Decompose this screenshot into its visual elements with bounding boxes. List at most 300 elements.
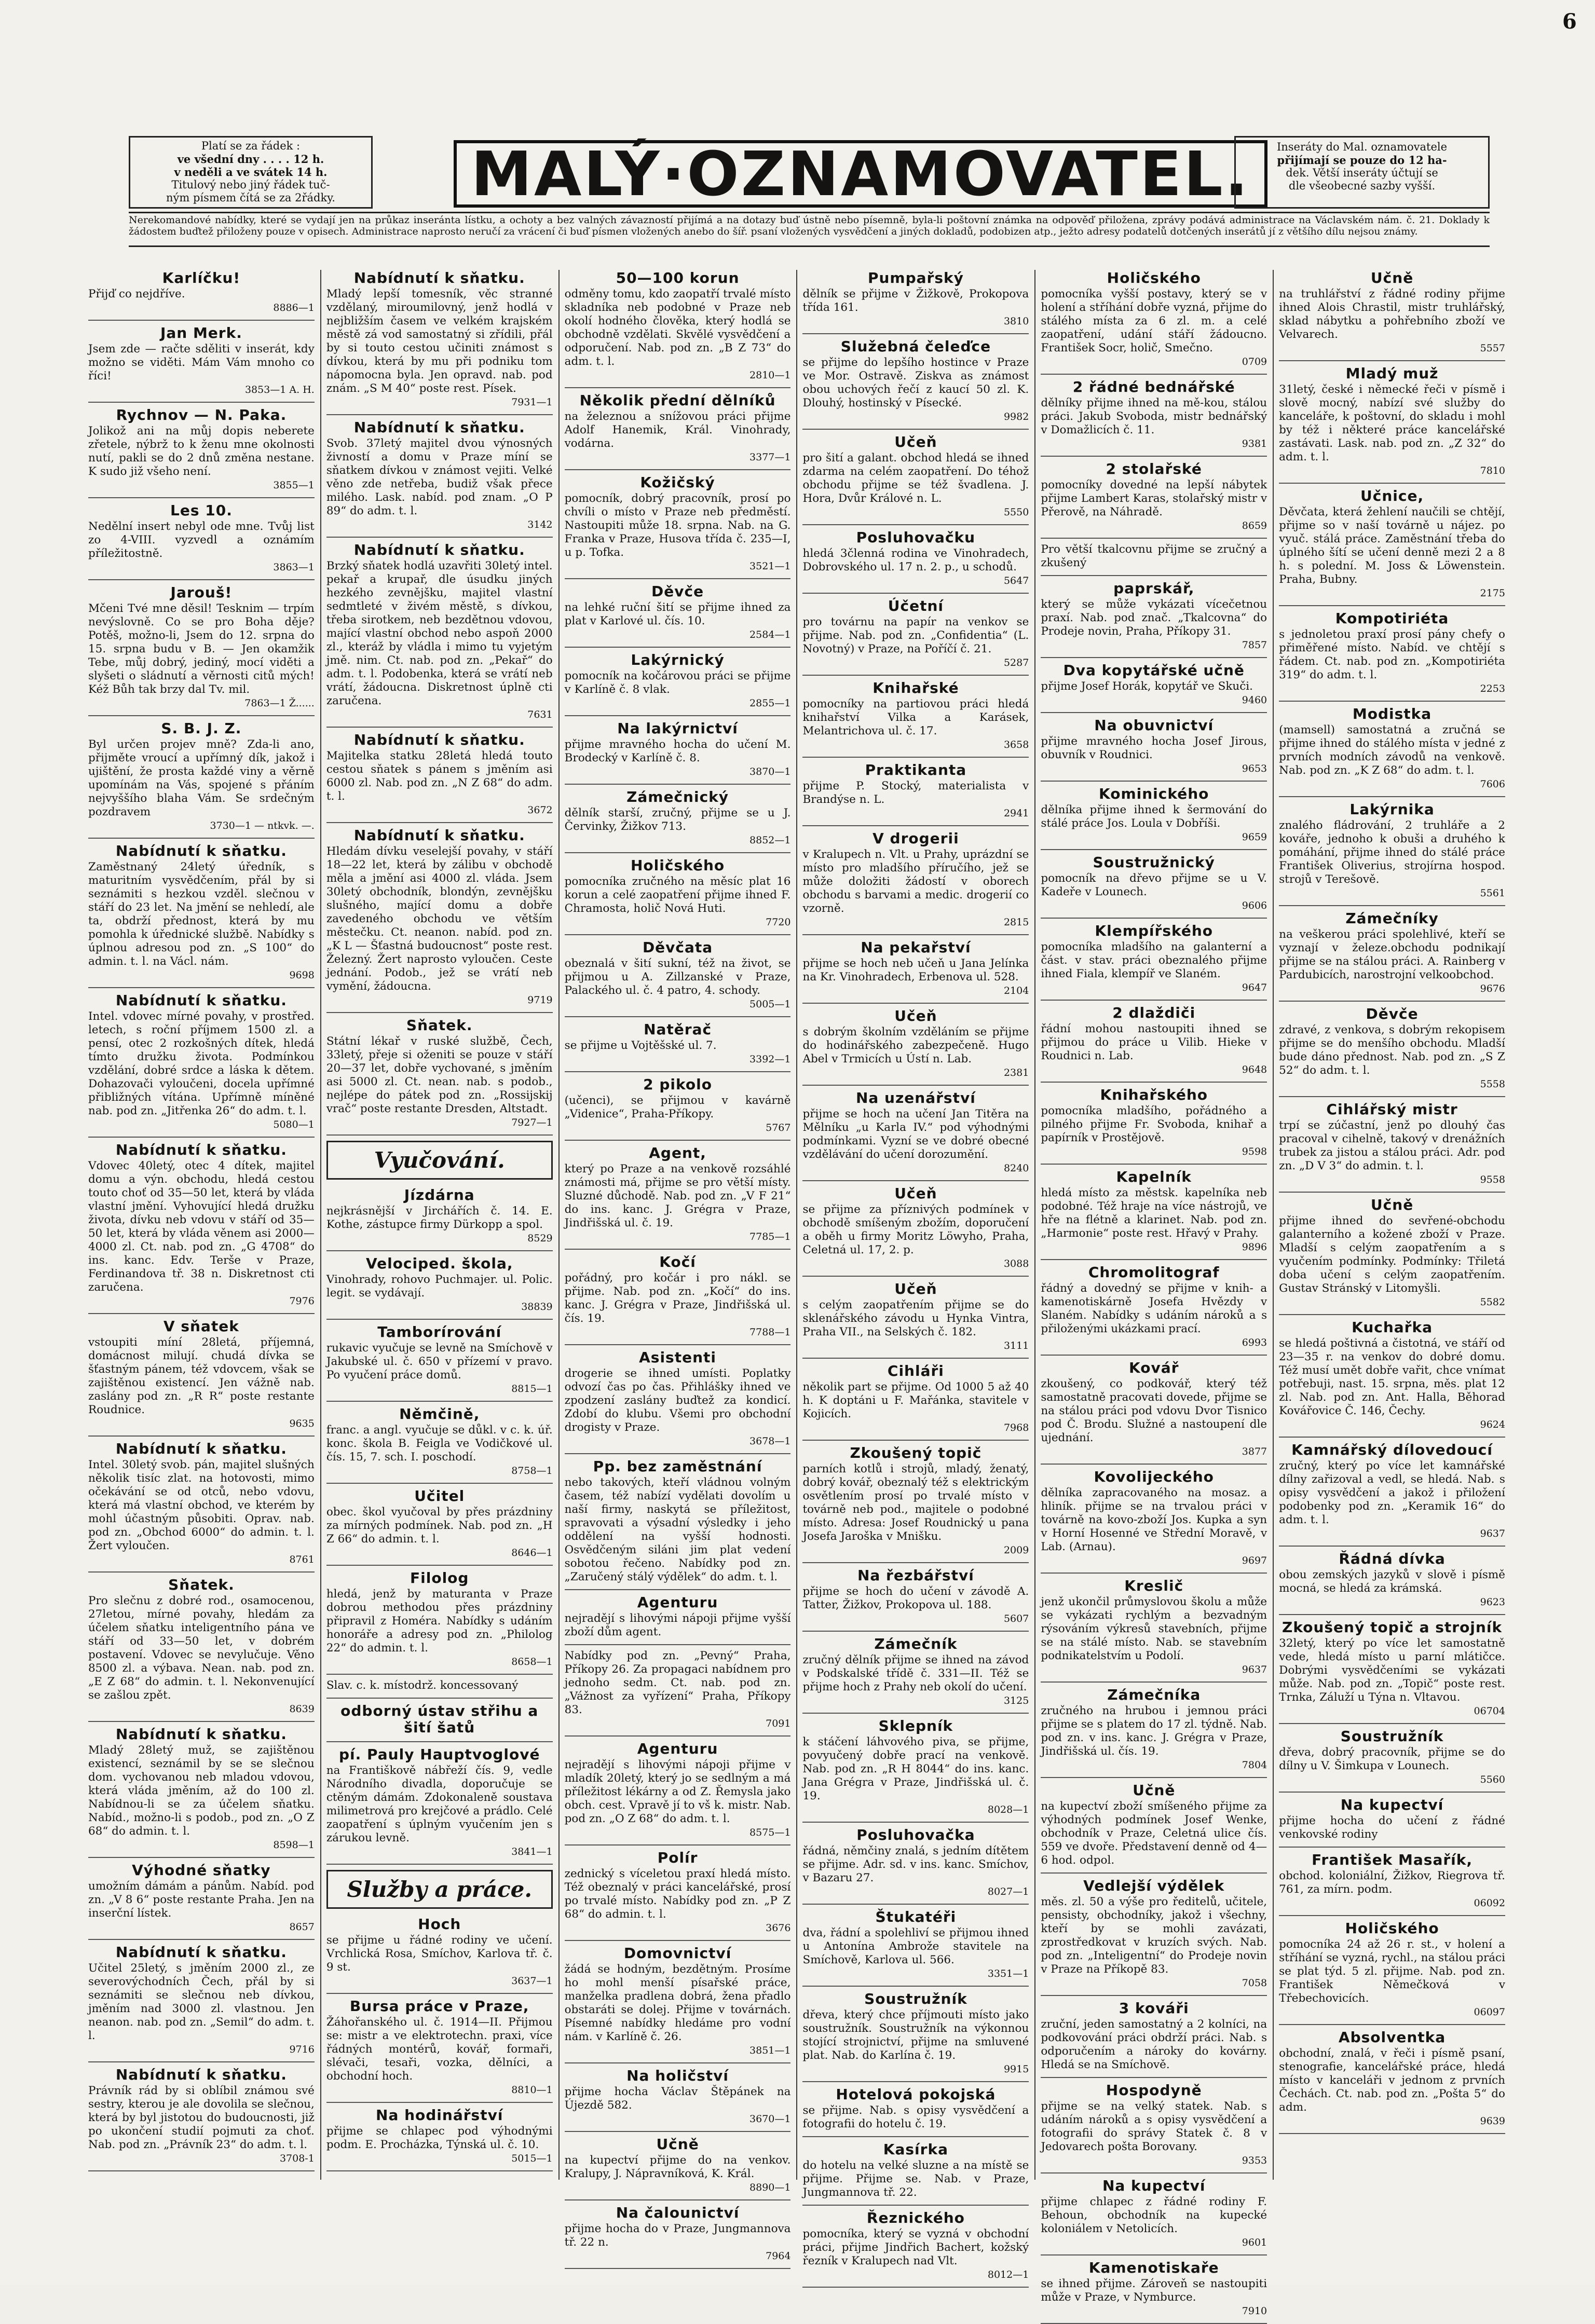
ad-heading: Cihlářský mistr bbox=[1326, 1101, 1458, 1118]
classified-ad bbox=[1041, 2260, 1267, 2318]
ad-text: který se může vykázati vícečetnou praxí. Nab. pod znač. „Tkalcovna“ do Prodeje novin, Praha, Příkopy 31. bbox=[1041, 598, 1267, 638]
ad-divider bbox=[1041, 1355, 1267, 1356]
ad-text: obou zemských jazyků v slově i písmě mocná, se hledá za krámská. bbox=[1279, 1568, 1505, 1595]
ad-text: přijme mravného hocha Josef Jirous, obuvník v Roudnici. bbox=[1041, 735, 1267, 761]
ad-divider bbox=[1041, 712, 1267, 713]
ad-text: přijme ihned do sevřené-obchodu galanterního a kožené zboží v Praze. Mladší s celým zaopatřením a s vyučením podmínky. Podmínky: Třiletá doba učení s celým zaopatřením. Gustav Stránský v Litomyšli. bbox=[1279, 1214, 1505, 1295]
ad-heading: Učně bbox=[1370, 1196, 1414, 1213]
ad-code: 8529 bbox=[527, 1233, 553, 1244]
classified-ad bbox=[326, 1324, 553, 1396]
ad-code: 7968 bbox=[1003, 1422, 1029, 1433]
ad-code: 6993 bbox=[1242, 1337, 1267, 1348]
ad-heading: Asistenti bbox=[639, 1349, 717, 1366]
classified-ad bbox=[565, 789, 791, 847]
classified-ad bbox=[565, 1741, 791, 1839]
ad-text: hledá, jenž by maturanta v Praze dobrou methodou přes prázdniny připravil z Homéra. Nabídky s udáním honoráře a adresy pod zn. „Philolog 22“ do admin. t. l. bbox=[326, 1588, 553, 1655]
classified-ad bbox=[1041, 461, 1267, 532]
ad-heading: Pp. bez zaměstnání bbox=[593, 1458, 762, 1475]
ad-text: se přijme do lepšího hostince v Praze ve Mor. Ostravě. Ziskva as známost obou uchových řečí z kaucí 50 zl. K. Dlouhý, hostinský v Písecké. bbox=[802, 356, 1029, 409]
ad-code: 7863—1 Ž...... bbox=[244, 698, 315, 709]
ad-heading: Polír bbox=[657, 1849, 698, 1866]
ad-text: odměny tomu, kdo zaopatří trvalé místo skladníka neb podobné v Praze neb okolí hodného člověka, který hodlá se obchodně vzdělati. Skvělé vysvědčení a odporučení. Nab. pod zn. „B Z 73“ do adm. t. l. bbox=[564, 288, 791, 368]
ad-code: 8886—1 bbox=[273, 302, 315, 313]
classified-ad bbox=[565, 1458, 791, 1584]
ad-column bbox=[1279, 270, 1505, 2180]
ad-text: řádná, němčiny znalá, s jedním dítětem se přijme. Adr. sd. v ins. kanc. Smíchov, v Bazaru 27. bbox=[802, 1844, 1029, 1884]
price-line: v neděli a ve svátek 14 h. bbox=[174, 166, 328, 179]
classified-ad bbox=[326, 1406, 553, 1478]
ad-heading: Kasírka bbox=[883, 2141, 948, 2158]
ad-heading: 2 pikolo bbox=[643, 1076, 712, 1093]
ad-code: 7058 bbox=[1242, 1977, 1267, 1989]
ad-heading: Nabídnutí k sňatku. bbox=[115, 842, 287, 859]
ad-text: přijme hocha do učení z řádné venkovské rodiny bbox=[1279, 1814, 1505, 1841]
ad-heading: Agenturu bbox=[637, 1740, 718, 1757]
ad-code: 9635 bbox=[289, 1418, 315, 1429]
ad-text: 31letý, české i německé řeči v písmě i slově mocný, nabízí své služby do kanceláře, k poštovní, do skladu i mohl by též i některé práce kancelářské zastávati. Lask. nab. pod zn. „Z 32“ do adm. t. l. bbox=[1279, 383, 1505, 463]
ad-text: (mamsell) samostatná a zručná se přijme ihned do stálého místa v jedné z prvních modních závodů na venkově. Nab. pod zn. „K Z 68“ do adm. t. l. bbox=[1279, 723, 1505, 777]
ad-text: Pro větší tkalcovnu přijme se zručný a zkušený bbox=[1041, 543, 1267, 569]
ad-divider bbox=[326, 537, 553, 538]
classified-ad bbox=[802, 2086, 1029, 2131]
ad-text: (učenci), se přijmou v kavárně „Videnice“, Praha-Příkopy. bbox=[564, 1094, 791, 1120]
classified-ad bbox=[88, 1726, 315, 1852]
ad-text: s celým zaopatřením přijme se do sklenářského závodu u Hynka Vintra, Praha VII., na Selských č. 182. bbox=[802, 1298, 1029, 1338]
classified-ad bbox=[565, 1594, 791, 1639]
ad-text: zručný dělník přijme se ihned na závod v Podskalské třídě č. 331—II. Též se přijme hoch z Prahy neb okolí do učení. bbox=[802, 1653, 1029, 1693]
ad-columns bbox=[88, 269, 1505, 2317]
ad-text: řádní mohou nastoupiti ihned se přijmou do práce u Vilib. Hieke v Roudnici n. Lab. bbox=[1041, 1022, 1267, 1062]
classified-ad bbox=[1041, 270, 1267, 368]
ad-heading: Nabídnutí k sňatku. bbox=[115, 992, 287, 1009]
ad-text: pomocníka 24 až 26 r. st., v holení a stříhání se vyzná, rychl., na stálou práci se plat týd. 5 zl. přijme. Nab. pod zn. František Němečková v Třebechovicích. bbox=[1279, 1938, 1505, 2005]
ad-code: 7720 bbox=[766, 917, 791, 928]
ad-heading: Absolventka bbox=[1338, 2029, 1446, 2046]
masthead-title-text: MALÝ·OZNAMOVATEL. bbox=[454, 140, 1268, 208]
ad-divider bbox=[326, 1864, 553, 1865]
ad-heading: Soustružník bbox=[864, 1990, 967, 2007]
ad-heading: Lakýrnický bbox=[631, 651, 725, 668]
ad-code: 3088 bbox=[1003, 1258, 1029, 1269]
ad-heading: Posluhovačka bbox=[856, 1826, 975, 1843]
ad-code: 9716 bbox=[289, 2044, 315, 2055]
ad-divider bbox=[1279, 1847, 1505, 1848]
ad-heading: Na lakýrnictví bbox=[617, 720, 738, 737]
ad-text: Mladý 28letý muž, se zajištěnou existencí, seznámil by se se slečnou dom. vychovanou neb mladou vdovou, která vláda jměním, až do 100 zl. Nabídnou-li se za účelem sňatku. Nabíd., možno-li s podob., pod zn. „O Z 68“ do admin. t. l. bbox=[88, 1744, 315, 1838]
classified-ad bbox=[565, 2205, 791, 2263]
ad-divider bbox=[802, 2287, 1029, 2288]
classified-ad bbox=[1279, 1619, 1505, 1718]
ad-divider bbox=[565, 1644, 791, 1645]
page-number: 6 bbox=[1562, 9, 1576, 34]
ad-heading: Nabídnutí k sňatku. bbox=[115, 1726, 287, 1743]
classified-ad bbox=[1279, 1728, 1505, 1786]
classified-ad bbox=[802, 1636, 1029, 1707]
ad-code: 8761 bbox=[289, 1554, 315, 1565]
ad-heading: Tamborírování bbox=[377, 1323, 502, 1341]
ad-text: Intel. 30letý svob. pán, majitel slušných několik tisíc zlat. na hotovosti, mimo očekávání se od otců, nebo vdovu, která má vlastní obchod, ve kterém by mohl účastným působiti. Oprav. nab. pod zn. „Obchod 6000“ do admin. t. l. Žert vyloučen. bbox=[88, 1458, 315, 1552]
ad-divider bbox=[802, 593, 1029, 594]
ad-text: na truhlářství z řádné rodiny přijme ihned Alois Chrastil, mistr truhlářský, sklad nábytku a pohřebního zboží ve Velvarech. bbox=[1279, 288, 1505, 341]
ad-heading: Zámečník bbox=[874, 1635, 958, 1652]
classified-ad bbox=[565, 857, 791, 929]
ad-text: zednický s víceletou praxí hledá místo. Též obeznalý v práci kancelářské, prosí po trvalé místo. Nabídky pod zn. „P Z 68“ do admin. t. l. bbox=[564, 1867, 791, 1921]
ad-code: 2104 bbox=[1003, 985, 1029, 996]
classified-ad bbox=[1279, 1101, 1505, 1186]
ad-heading: Nabídnutí k sňatku. bbox=[115, 1141, 287, 1158]
ad-divider bbox=[88, 2170, 315, 2171]
classified-ad bbox=[1041, 543, 1267, 570]
ad-divider bbox=[1279, 905, 1505, 906]
classified-ad bbox=[1041, 1264, 1267, 1349]
classified-ad bbox=[565, 1145, 791, 1243]
ad-heading: Učeň bbox=[894, 433, 937, 450]
ad-text: na lehké ruční šití se přijme ihned za plat v Karlové ul. čís. 10. bbox=[564, 601, 791, 627]
classified-ad bbox=[88, 502, 315, 574]
ad-code: 38839 bbox=[521, 1301, 553, 1313]
ad-code: 3351—1 bbox=[987, 1968, 1029, 1979]
ad-heading: Učeň bbox=[894, 1185, 937, 1202]
classified-ad bbox=[1041, 1360, 1267, 1458]
ad-code: 5558 bbox=[1480, 1078, 1505, 1090]
ad-heading: Na obuvnictví bbox=[1094, 717, 1214, 734]
ad-heading: Na pekařství bbox=[861, 939, 971, 956]
classified-ad bbox=[88, 992, 315, 1131]
ad-divider bbox=[326, 414, 553, 415]
ad-code: 7964 bbox=[766, 2250, 791, 2262]
classified-ad bbox=[326, 1017, 553, 1129]
classified-ad bbox=[802, 598, 1029, 669]
ad-divider bbox=[1279, 1723, 1505, 1724]
ad-divider bbox=[802, 333, 1029, 334]
ad-heading: Zkoušený topič a strojník bbox=[1282, 1619, 1503, 1636]
classified-ad bbox=[565, 1349, 791, 1448]
ad-text: v Kralupech n. Vlt. u Prahy, uprázdní se místo pro mladšího příručího, jež se může doložiti žádostí v oborech obchodu s barvami a medic. drogerií co vzorně. bbox=[802, 848, 1029, 915]
ad-column bbox=[88, 270, 315, 2180]
note-line: dle všeobecné sazby vyšší. bbox=[1288, 180, 1436, 192]
ad-divider bbox=[326, 1483, 553, 1484]
classified-ad bbox=[565, 1254, 791, 1339]
ad-divider bbox=[565, 2199, 791, 2200]
ad-divider bbox=[1279, 1437, 1505, 1438]
ad-heading: Vedlejší výdělek bbox=[1083, 1877, 1225, 1894]
ad-heading: Praktikanta bbox=[865, 761, 967, 778]
ad-code: 3392—1 bbox=[749, 1054, 791, 1065]
classified-ad bbox=[802, 1909, 1029, 1980]
classified-ad bbox=[326, 419, 553, 531]
ad-text: Jsem zde — račte sděliti v inserát, kdy možno se viděti. Mám Vám mnoho co říci! bbox=[88, 343, 315, 382]
classified-ad bbox=[88, 270, 315, 315]
ad-heading: Velociped. škola, bbox=[365, 1255, 513, 1272]
classified-ad bbox=[802, 338, 1029, 423]
ad-divider bbox=[1041, 1259, 1267, 1260]
classified-ad bbox=[802, 1991, 1029, 2076]
ad-divider bbox=[1041, 657, 1267, 658]
classified-ad bbox=[565, 1850, 791, 1935]
classified-ad bbox=[1279, 801, 1505, 900]
ad-divider bbox=[802, 1986, 1029, 1987]
ad-heading: Modistka bbox=[1352, 705, 1432, 722]
ad-text: umožním dámám a pánům. Nabíd. pod zn. „V 8 6“ poste restante Praha. Jen na inserční lístek. bbox=[88, 1880, 315, 1920]
ad-heading: Zkoušený topič bbox=[850, 1444, 982, 1461]
ad-heading: Holičského bbox=[630, 857, 725, 874]
ad-heading: Nabídnutí k sňatku. bbox=[353, 827, 525, 844]
ad-text: pro šití a galant. obchod hledá se ihned zdarma na celém zaopatření. Do téhož obchodu přijme se též švadlena. J. Hora, Dvůr Králové n. L. bbox=[802, 452, 1029, 505]
ad-code: 8575—1 bbox=[749, 1827, 791, 1838]
ad-code: 3877 bbox=[1242, 1446, 1267, 1457]
classified-ad bbox=[1279, 365, 1505, 477]
ad-heading: Pumpařský bbox=[867, 269, 964, 286]
ad-code: 5550 bbox=[1003, 507, 1029, 518]
ad-divider bbox=[326, 2102, 553, 2103]
classified-ad bbox=[326, 1187, 553, 1245]
ad-text: nebo takových, kteří vládnou volným časem, též nabízí vydělati dovolím u naší firmy, naskytá se příležitost, spravovati a výsadní výsledky i jeho oddělení na vyšší hodnosti. Osvědčeným siláni jim plat vedení sobotou řečeno. Nabídky pod zn. „Zaručený stálý výdělek“ do adm. t. l. bbox=[564, 1476, 791, 1583]
ad-divider bbox=[1279, 1314, 1505, 1315]
ad-heading: Účetní bbox=[888, 597, 944, 614]
ad-heading: Karlíčku! bbox=[162, 269, 241, 286]
ad-text: pomocníky dovedné na lepší nábytek přijme Lambert Karas, stolařský mistr v Přerově, na Náhradě. bbox=[1041, 479, 1267, 518]
ad-text: k stáčení láhvového piva, se přijme, povyučený dobře prací na venkově. Nab. pod zn. „R H 8044“ do ins. kanc. Jana Grégra v Praze, Jindřišská ul. č. 19. bbox=[802, 1735, 1029, 1802]
ad-text: franc. a angl. vyučuje se důkl. v c. k. úř. konc. škola B. Feigla ve Vodičkové ul. čís. 15, 7. sch. I. poschodí. bbox=[326, 1424, 553, 1464]
ad-text: měs. zl. 50 a výše pro ředitelů, učitele, pensisty, obchodníky, jakož i všechny, kteří by se mohli zavázati, zprostředkovat v kruzích svých. Nab. pod zn. „Inteligentní“ do Prodeje novin v Praze na Příkopě 83. bbox=[1041, 1895, 1267, 1976]
ad-text: přijme hocha Václav Štěpánek na Újezdě 582. bbox=[564, 2085, 791, 2112]
ad-divider bbox=[565, 1844, 791, 1845]
ad-code: 3841—1 bbox=[511, 1846, 553, 1857]
ad-text: Byl určen projev mně? Zda-li ano, přijměte vroucí a upřímný dík, jakož i ujištění, že prosta každé viny a věrně upomínám na Vás, spojené s přáním nejvyššího blaha Vám. Se srdečným pozdravem bbox=[88, 738, 315, 818]
ad-divider bbox=[326, 1741, 553, 1742]
price-box bbox=[129, 136, 373, 209]
classified-ad bbox=[802, 1281, 1029, 1352]
classified-ad bbox=[1279, 2029, 1505, 2128]
ad-code: 5287 bbox=[1003, 657, 1029, 668]
classified-ad bbox=[802, 2210, 1029, 2281]
ad-text: dělník se přijme v Žižkově, Prokopova třída 161. bbox=[802, 288, 1029, 314]
classified-ad bbox=[565, 1649, 791, 1730]
ad-heading: Sňatek. bbox=[168, 1576, 235, 1593]
ad-divider bbox=[565, 852, 791, 853]
classified-ad bbox=[802, 1008, 1029, 1079]
ad-divider bbox=[88, 579, 315, 580]
ad-text: na kupectví přijme do na venkov. Kralupy, J. Nápravníková, K. Král. bbox=[564, 2154, 791, 2180]
ad-text: který po Praze a na venkově rozsáhlé známosti má, přijme se pro větší místy. Sluzné důchodě. Nab. pod zn. „V F 21“ do ins. kanc. J. Grégra v Praze, Jindřišská ul. č. 19. bbox=[564, 1163, 791, 1229]
ad-heading: Kompotiriéta bbox=[1335, 610, 1449, 627]
ad-divider bbox=[1041, 456, 1267, 457]
ad-code: 3851—1 bbox=[749, 2045, 791, 2056]
ad-code: 8027—1 bbox=[987, 1886, 1029, 1897]
ad-heading: Na kupectví bbox=[1102, 2177, 1206, 2194]
classified-ad bbox=[326, 1916, 553, 1988]
ad-divider bbox=[1279, 1614, 1505, 1615]
ad-text: se hledá poštivná a čistotná, ve stáří od 23—35 r. na venkov do dobré domu. Též musí umět dobře vařit, chce vnímat potřebuji, nast. 15. srpna, měs. plat 12 zl. Nab. pod zn. Ant. Halla, Běhorad Kovářovice Č. 146, Čechy. bbox=[1279, 1337, 1505, 1417]
ad-heading: Sňatek. bbox=[406, 1017, 473, 1034]
ad-heading: Na kupectví bbox=[1340, 1796, 1444, 1813]
classified-ad bbox=[565, 720, 791, 778]
ad-text: Mčeni Tvé mne děsil! Tesknim — trpím nevýslovně. Co se pro Boha děje? Potěš, možno-li, Jsem do 12. srpna do 15. srpna budu v B. — Jen okamžik Tebe, můj dobrý, jediný, mocí viděti a slyšeti o sládnutí a věrnosti citů mých! Kéž Bůh tak brzy dal Tv. mil. bbox=[88, 602, 315, 696]
ad-divider bbox=[88, 1939, 315, 1940]
ad-divider bbox=[88, 1571, 315, 1573]
ad-text: se přijme. Nab. s opisy vysvědčení a fotografii do hotelu č. 19. bbox=[802, 2104, 1029, 2130]
classified-ad bbox=[326, 827, 553, 1007]
ad-heading: Hotelová pokojská bbox=[836, 2086, 996, 2103]
ad-heading: Sklepník bbox=[878, 1717, 953, 1734]
ad-text: obec. škol vyučoval by přes prázdniny za mírných podmínek. Nab. pod zn. „H Z 66“ do admin. t. l. bbox=[326, 1506, 553, 1546]
classified-ad bbox=[326, 732, 553, 817]
ad-text: Hledám dívku veselejší povahy, v stáří 18—22 let, která by zálibu v obchodě měla a jmění asi 4000 zl. vláda. Jsem 30letý obchodník, blondýn, zevnějšku slušného, mající domu a dobře zavedeného obchodu ve větším městečku. Ct. neanon. nabíd. pod zn. „K L — Šťastná budoucnost“ poste rest. Železný. Žert naprosto vyloučen. Ceste jednání. Podob., jež se vrátí neb vymění, žádoucna. bbox=[326, 845, 553, 993]
ad-divider bbox=[1279, 2024, 1505, 2025]
ad-divider bbox=[88, 2061, 315, 2062]
classified-ad bbox=[88, 325, 315, 397]
classified-ad bbox=[88, 1441, 315, 1566]
classified-ad bbox=[1279, 1319, 1505, 1431]
ad-divider bbox=[565, 2268, 791, 2269]
ad-heading: Knihařského bbox=[1100, 1086, 1208, 1103]
ad-heading: Chromolitograf bbox=[1088, 1264, 1220, 1281]
ad-divider bbox=[326, 2170, 553, 2171]
ad-text: rukavic vyučuje se levně na Smíchově v Jakubské ul. č. 650 v přízemí v pravo. Po vyučení práce domů. bbox=[326, 1342, 553, 1382]
ad-code: 9598 bbox=[1242, 1146, 1267, 1157]
ad-code: 9653 bbox=[1242, 763, 1267, 774]
ad-heading: Kreslič bbox=[1124, 1577, 1184, 1594]
ad-heading: Řeznického bbox=[866, 2209, 965, 2226]
classified-ad bbox=[1279, 1551, 1505, 1609]
ad-code: 9381 bbox=[1242, 438, 1267, 449]
section-heading: Vyučování. bbox=[326, 1141, 553, 1180]
ad-heading: Na holičství bbox=[626, 2067, 729, 2084]
ad-code: 2584—1 bbox=[749, 629, 791, 640]
classified-ad bbox=[1279, 706, 1505, 791]
classified-ad bbox=[1279, 1797, 1505, 1841]
classified-ad bbox=[1279, 1006, 1505, 1091]
ad-heading: Řádná dívka bbox=[1339, 1550, 1446, 1567]
ad-code: 9982 bbox=[1003, 411, 1029, 422]
classified-ad bbox=[1041, 1087, 1267, 1158]
ad-heading: Na řezbářství bbox=[857, 1567, 974, 1584]
ad-divider bbox=[802, 1713, 1029, 1714]
ad-heading: 2 dlaždiči bbox=[1112, 1004, 1196, 1021]
ad-text: Vinohrady, rohovo Puchmajer. ul. Polic. legit. se vydávají. bbox=[326, 1273, 553, 1300]
classified-ad bbox=[565, 270, 791, 382]
ad-text: dělníka přijme ihned k šermování do stálé práce Jos. Loula v Dobříši. bbox=[1041, 803, 1267, 830]
ad-code: 8758—1 bbox=[511, 1465, 553, 1477]
ad-code: 3730—1 — ntkvk. —. bbox=[210, 820, 315, 831]
section-heading: Služby a práce. bbox=[326, 1870, 553, 1909]
ad-heading: Služebná čeleďce bbox=[840, 338, 991, 355]
classified-ad bbox=[326, 1255, 553, 1314]
ad-divider bbox=[88, 320, 315, 321]
classified-ad bbox=[565, 1945, 791, 2057]
ad-divider bbox=[1279, 360, 1505, 361]
ad-heading: Učně bbox=[1133, 1782, 1176, 1799]
ad-divider bbox=[802, 524, 1029, 525]
ad-heading: Nabídnutí k sňatku. bbox=[353, 269, 525, 286]
ad-divider bbox=[1279, 483, 1505, 484]
classified-ad bbox=[565, 474, 791, 573]
ad-heading: Děvčata bbox=[642, 939, 713, 956]
ad-divider bbox=[326, 822, 553, 823]
classified-ad bbox=[88, 2067, 315, 2165]
ad-text: přijme se na velký statek. Nab. s udáním nároků a s opisy vysvědčení a fotografii do správy Statek č. 8 v Jedovarech pošta Borovany. bbox=[1041, 2100, 1267, 2153]
ad-divider bbox=[1279, 1096, 1505, 1097]
classified-ad bbox=[802, 434, 1029, 519]
ad-divider bbox=[326, 1401, 553, 1402]
ad-text: do hotelu na velké sluzne a na místě se přijme. Přijme se. Nab. v Praze, Jungmannova tř. 22. bbox=[802, 2159, 1029, 2199]
ad-text: přijme chlapec z řádné rodiny F. Behoun, obchodník na kupecké koloniálem v Netolicích. bbox=[1041, 2195, 1267, 2235]
ad-code: 5767 bbox=[766, 1122, 791, 1133]
ad-divider bbox=[1041, 1000, 1267, 1001]
ad-divider bbox=[326, 1134, 553, 1136]
ad-text: 32letý, který po více let samostatně vede, hledá místo u parní mlátičce. Dobrými vysvědčeními se vykázati může. Nab. pod zn. „Topič“ poste rest. Trnka, Záluží u Týna n. Vltavou. bbox=[1279, 1637, 1505, 1704]
classified-ad bbox=[1041, 1782, 1267, 1867]
ad-heading: 3 kováři bbox=[1119, 2000, 1189, 2017]
classified-ad bbox=[565, 1021, 791, 1066]
ad-divider bbox=[802, 1276, 1029, 1277]
ad-divider bbox=[565, 1344, 791, 1345]
ad-divider bbox=[1041, 2172, 1267, 2173]
ad-code: 3678—1 bbox=[749, 1436, 791, 1447]
classified-ad bbox=[1041, 1687, 1267, 1772]
ad-code: 3377—1 bbox=[749, 452, 791, 463]
ad-code: 9719 bbox=[527, 994, 553, 1006]
ad-text: Zaměstnaný 24letý úředník, s maturitním vysvědčením, přál by si seznámiti s hezkou vzděl. slečnou v stáří do 23 let. Na jmění se nehledí, ale ta, obdrží přednost, která by mu pomohla k úřednické službě. Nabídky s úplnou adresou pod zn. „S 100“ do admin. t. l. na Václ. nám. bbox=[88, 860, 315, 968]
ad-heading: Holičského bbox=[1107, 269, 1201, 286]
ad-heading: František Masařík, bbox=[1312, 1851, 1473, 1868]
ad-text: Intel. vdovec mírné povahy, v prostřed. letech, s roční příjmem 1500 zl. a pensí, otec 2 rozkošných dítek, hledá tímto družku života. Podmínkou vzdělání, dobré srdce a láska k dětem. Dohazovači vyloučeni, docela upřímné přibližných vítána. Upřímně míněné nab. pod zn. „Jitřenka 26“ do adm. t. l. bbox=[88, 1010, 315, 1117]
ad-divider bbox=[802, 2081, 1029, 2082]
masthead-header bbox=[129, 136, 1490, 209]
ad-text: pomocníky na partiovou práci hledá knihařství Vilka a Karásek, Melantrichova ul. č. 17. bbox=[802, 698, 1029, 737]
classified-ad bbox=[1041, 1169, 1267, 1254]
note-line: přijímají se pouze do 12 ha- bbox=[1277, 154, 1447, 167]
ad-text: nejradějí s lihovými nápoji přijme vyšší zboží dům agent. bbox=[564, 1612, 791, 1638]
ad-divider bbox=[88, 497, 315, 498]
ad-divider bbox=[1041, 374, 1267, 375]
ad-code: 7857 bbox=[1242, 639, 1267, 651]
ad-code: 3521—1 bbox=[749, 561, 791, 572]
ad-divider bbox=[1279, 1915, 1505, 1916]
ad-divider bbox=[1041, 2077, 1267, 2078]
ad-text: s jednoletou praxí prosí pány chefy o přiměřené místo. Nabíd. ve chtějí s řádem. Ct. nab. pod zn. „Kompotiriéta 319“ do adm. t. l. bbox=[1279, 628, 1505, 681]
classified-ad bbox=[88, 584, 315, 710]
ad-heading: Nabídnutí k sňatku. bbox=[353, 541, 525, 558]
ad-divider bbox=[565, 647, 791, 648]
ad-text: přijme P. Stocký, materialista v Brandýse n. L. bbox=[802, 780, 1029, 806]
ad-divider bbox=[326, 1674, 553, 1675]
classified-ad bbox=[802, 830, 1029, 929]
ad-heading: Filolog bbox=[410, 1569, 469, 1587]
ad-divider bbox=[1041, 781, 1267, 782]
ad-text: Slav. c. k. místodrž. koncessovaný bbox=[326, 1679, 519, 1692]
ad-text: Vdovec 40letý, otec 4 dítek, majitel domu a výn. obchodu, hledá cestou touto choť od 35—50 let, která by vláda vlastní jmění. Vyhovující hledá družku života, dívku neb vdovu v stáří od 35—50 let, která by vláda věnem asi 2000—4000 zl. Ct. nab. pod zn. „G 4708“ do ins. kanc. Edv. Terše v Praze, Ferdinandova tř. 38 n. Diskretnost cti zaručena. bbox=[88, 1159, 315, 1294]
ad-divider bbox=[565, 2131, 791, 2132]
classified-ad bbox=[88, 843, 315, 982]
ad-divider bbox=[1279, 1192, 1505, 1193]
ad-heading: Několik přední dělníků bbox=[579, 392, 776, 409]
ad-text: Brzký sňatek hodlá uzavřiti 30letý intel. pekař a krupař, dle úsudku jiných hezkého zevnějšku, majitel vlastní sedmtleté v živém městě, s dívkou, třeba sirotkem, neb bezdětnou vdovou, mající vlastní obchod nebo aspoň 2000 zl., kteráž by vládla i mimo tu vyjetým jmě. nim. Ct. nab. pod zn. „Pekař“ do adm. t. l. Podobenka, která se vrátí neb vrátí, žádoucna. Diskretnost úplně cti zaručena. bbox=[326, 559, 553, 707]
ad-heading: Na uzenářství bbox=[855, 1089, 976, 1106]
ad-text: znalého fládrování, 2 truhláře a 2 kováře, jednoho k obuši a druhého k pomáhání, přijme ihned do stálé práce František Oliverius, strojírna hospod. strojů v Terešově. bbox=[1279, 819, 1505, 886]
ad-text: pomocník, dobrý pracovník, prosí po chvíli o místo v Praze neb předměstí. Nastoupiti může 18. srpna. Nab. na G. Franka v Praze, Husova třída č. 235—I, u p. Tofka. bbox=[564, 492, 791, 559]
classified-ad bbox=[802, 1718, 1029, 1816]
ad-code: 8815—1 bbox=[511, 1383, 553, 1395]
ad-heading: Soustružnický bbox=[1093, 854, 1215, 871]
ad-code: 3855—1 bbox=[273, 480, 315, 491]
classified-ad bbox=[565, 392, 791, 464]
classified-ad bbox=[565, 652, 791, 710]
ad-heading: Děvče bbox=[651, 583, 704, 600]
ad-heading: Kominického bbox=[1099, 785, 1209, 802]
classified-ad bbox=[565, 2068, 791, 2126]
ad-code: 5647 bbox=[1003, 575, 1029, 586]
